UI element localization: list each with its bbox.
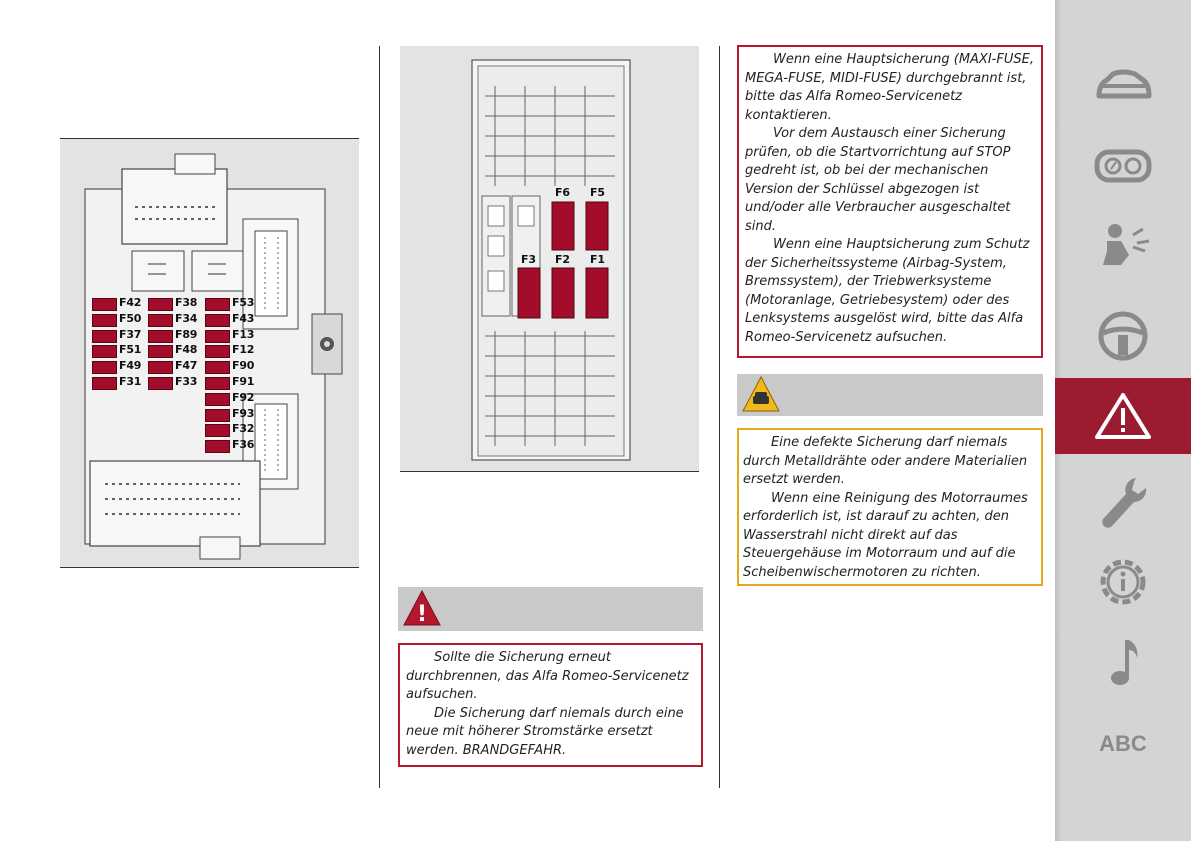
- warning-right-paragraph-1: Wenn eine Hauptsicherung (MAXI-FUSE, MEGA-FUSE, MIDI-FUSE) durchgebrannt ist, bitte das Alfa Romeo-Servicenetz kontaktieren.: [745, 52, 1034, 123]
- fuse-label-f93: F93: [232, 406, 255, 420]
- fuse-label-f13: F13: [232, 327, 255, 341]
- caution-paragraph-2: Wenn eine Reinigung des Motorraumes erforderlich ist, ist darauf zu achten, den Wasserstrahl nicht direkt auf das Steuergehäuse im Motorraum und auf die Scheibenwischermotoren zu richten.: [743, 490, 1028, 580]
- column-divider-2: [719, 46, 720, 788]
- fuse-f92: [205, 393, 230, 406]
- fuse-box-drawing-2: [400, 46, 699, 471]
- fuse-f12: [205, 345, 230, 358]
- fuse-label-f43: F43: [232, 311, 255, 325]
- warning-exclamation-icon: [400, 587, 444, 631]
- warning-left-paragraph-1: Sollte die Sicherung erneut durchbrennen, das Alfa Romeo-Servicenetz aufsuchen.: [406, 650, 689, 702]
- fuse-f32: [205, 424, 230, 437]
- fuse-f48: [148, 345, 173, 358]
- svg-text:!: !: [416, 602, 428, 627]
- fuse-f89: [148, 330, 173, 343]
- fuse-label-f6: F6: [555, 186, 570, 199]
- fuse-label-f2: F2: [555, 253, 570, 266]
- fuse-label-f32: F32: [232, 422, 255, 436]
- fuse-f93: [205, 409, 230, 422]
- fuse-f43: [205, 314, 230, 327]
- warning-banner-left: [398, 587, 703, 631]
- sidebar-item-multimedia[interactable]: [1055, 624, 1191, 700]
- fuse-f90: [205, 361, 230, 374]
- fuse-f42: [92, 298, 117, 311]
- fuse-label-f53: F53: [232, 296, 255, 309]
- fuse-label-f91: F91: [232, 375, 255, 388]
- warning-triangle-icon: [1093, 390, 1153, 442]
- fuse-f51: [92, 345, 117, 358]
- fuse-label-f1: F1: [590, 253, 605, 266]
- warning-right-paragraph-3: Wenn eine Hauptsicherung zum Schutz der Sicherheitssysteme (Airbag-System, Bremssystem), der Triebwerksysteme (Motoranlage, Getriebesystem) oder des Lenksystems ausgelöst wird, bitte das Alfa Romeo-Servicenetz aufsuchen.: [745, 237, 1030, 345]
- fuse-label-f42: F42: [119, 296, 142, 309]
- warning-box-left: [398, 643, 703, 767]
- fuse-label-f38: F38: [175, 296, 198, 309]
- caution-banner-right: [737, 374, 1043, 416]
- caution-paragraph-1: Eine defekte Sicherung darf niemals durch Metalldrähte oder andere Materialien ersetzt werden.: [743, 435, 1028, 487]
- fuse-label-f49: F49: [119, 359, 142, 373]
- music-note-icon: [1103, 634, 1143, 690]
- sidebar-item-driving[interactable]: [1055, 298, 1191, 374]
- fuse-label-f89: F89: [175, 327, 198, 341]
- chapter-sidebar: [1055, 0, 1191, 841]
- sidebar-item-index[interactable]: [1055, 706, 1191, 782]
- column-divider-1: [379, 46, 380, 788]
- sidebar-item-dashboard[interactable]: [1055, 128, 1191, 204]
- fuse-label-f5: F5: [590, 186, 605, 199]
- fuse-label-f48: F48: [175, 343, 198, 357]
- steering-wheel-icon: [1096, 309, 1150, 363]
- fuse-label-f90: F90: [232, 359, 255, 373]
- caution-car-icon: [739, 374, 783, 416]
- caution-box-right: [737, 428, 1043, 586]
- fuse-box-figure-2: [400, 46, 699, 472]
- fuse-f33: [148, 377, 173, 390]
- fuse-f49: [92, 361, 117, 374]
- warning-left-paragraph-2: Die Sicherung darf niemals durch eine neue mit höherer Stromstärke ersetzt werden. BRANDGEFAHR.: [406, 705, 684, 758]
- fuse-f50: [92, 314, 117, 327]
- fuse-f91: [205, 377, 230, 390]
- fuse-label-f3: F3: [521, 253, 536, 266]
- fuse-label-f47: F47: [175, 359, 198, 373]
- fuse-f34: [148, 314, 173, 327]
- airbag-safety-icon: [1093, 221, 1153, 271]
- fuse-f31: [92, 377, 117, 390]
- fuse-f37: [92, 330, 117, 343]
- fuse-label-f92: F92: [232, 390, 255, 404]
- fuse-box-figure-1: [60, 138, 359, 568]
- dashboard-icon: [1093, 146, 1153, 186]
- sidebar-item-maintenance[interactable]: [1055, 464, 1191, 540]
- warning-right-paragraph-2: Vor dem Austausch einer Sicherung prüfen, ob die Startvorrichtung auf STOP gedreht ist, ob bei der mechanischen Version der Schlüssel abgezogen ist und/oder alle Verbraucher ausgeschaltet sind.: [745, 126, 1011, 234]
- fuse-label-f37: F37: [119, 327, 142, 341]
- warning-box-right: [737, 45, 1043, 358]
- fuse-label-f12: F12: [232, 343, 255, 357]
- sidebar-item-technical-data[interactable]: [1055, 544, 1191, 620]
- fuse-label-f31: F31: [119, 375, 142, 388]
- fuse-label-f50: F50: [119, 311, 142, 325]
- fuse-f13: [205, 330, 230, 343]
- fuse-label-f34: F34: [175, 311, 198, 325]
- fuse-label-f51: F51: [119, 343, 142, 357]
- wrench-icon: [1096, 472, 1150, 532]
- fuse-label-f36: F36: [232, 438, 255, 452]
- fuse-label-f33: F33: [175, 375, 198, 388]
- fuse-f38: [148, 298, 173, 311]
- sidebar-item-emergency[interactable]: [1055, 378, 1191, 454]
- fuse-f53: [205, 298, 230, 311]
- sidebar-item-safety[interactable]: [1055, 208, 1191, 284]
- fuse-f47: [148, 361, 173, 374]
- car-icon: [1093, 66, 1153, 106]
- fuse-f36: [205, 440, 230, 453]
- index-abc-label: ABC: [1099, 731, 1147, 756]
- sidebar-item-vehicle[interactable]: [1055, 48, 1191, 124]
- gear-info-icon: [1093, 552, 1153, 612]
